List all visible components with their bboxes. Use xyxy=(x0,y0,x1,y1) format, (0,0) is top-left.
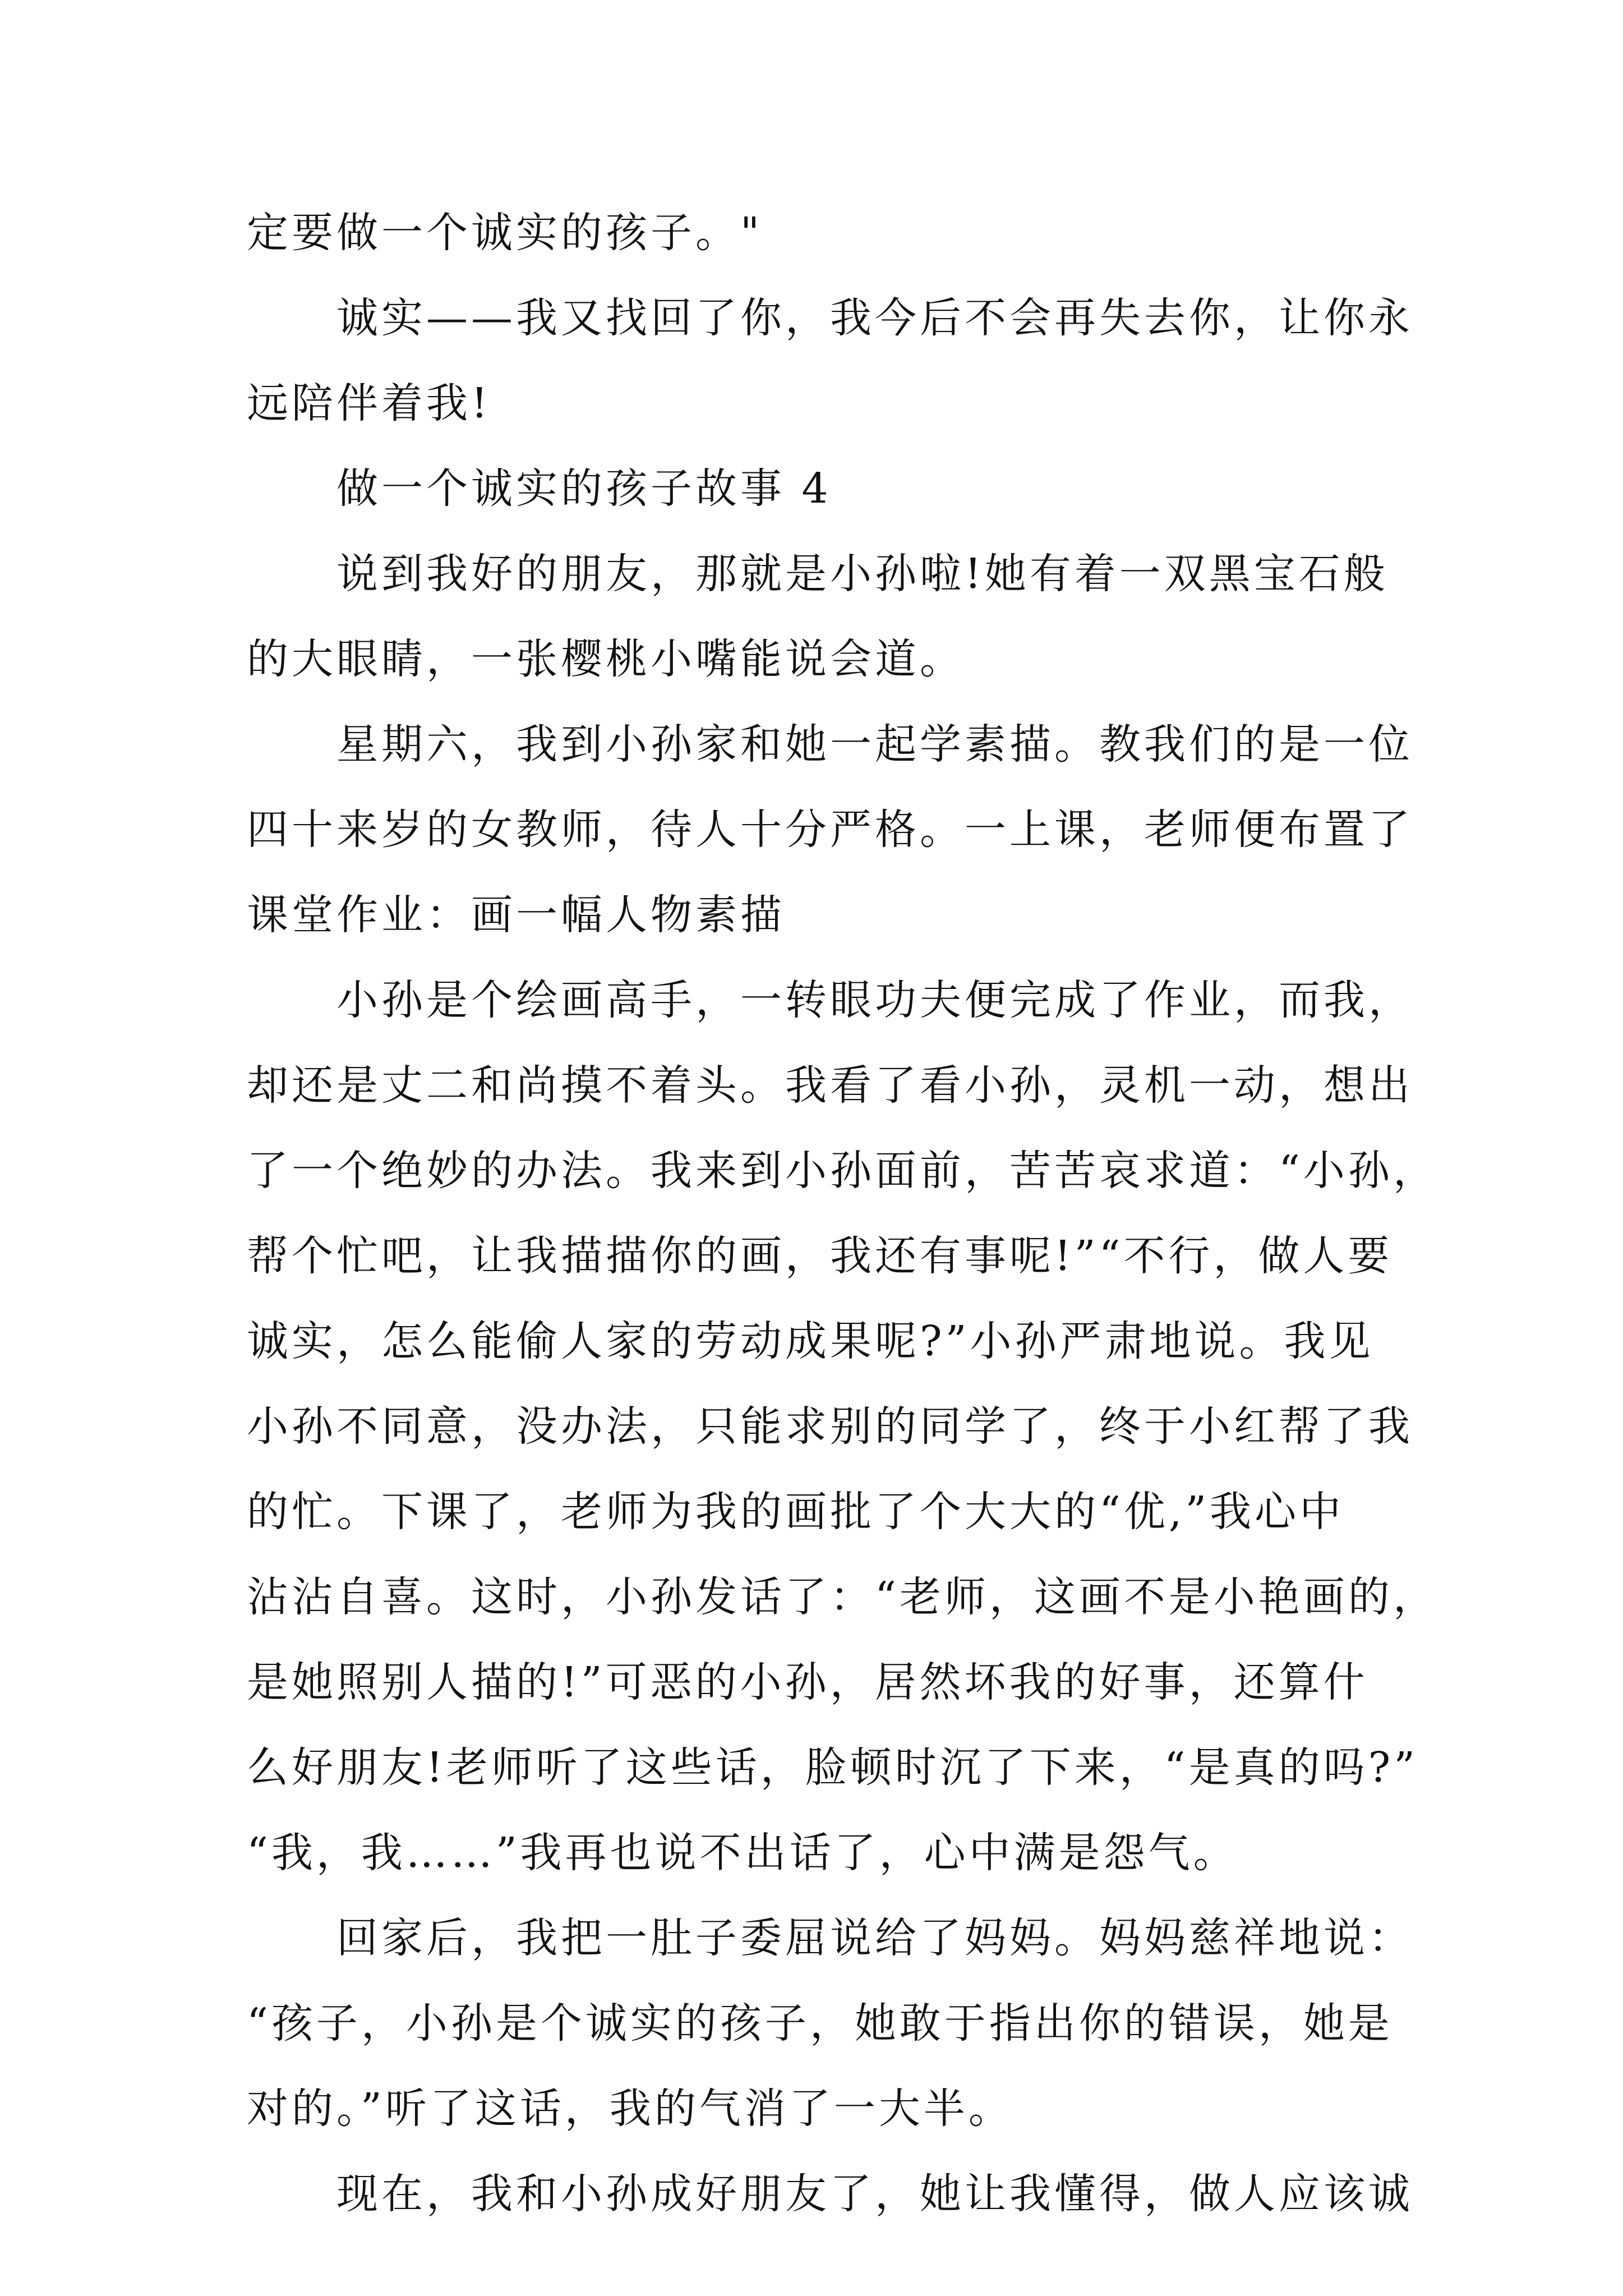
text-line: 回家后，我把一肚子委屈说给了妈妈。妈妈慈祥地说： xyxy=(336,1914,1413,1962)
text-line: 星期六，我到小孙家和她一起学素描。教我们的是一位 xyxy=(336,720,1413,769)
text-line: 诚实，怎么能偷人家的劳动成果呢?”小孙严肃地说。我见 xyxy=(247,1317,1374,1365)
text-line: 现在，我和小孙成好朋友了，她让我懂得，做人应该诚 xyxy=(336,2170,1413,2218)
text-line: 说到我好的朋友，那就是小孙啦!她有着一双黑宝石般 xyxy=(336,550,1389,598)
text-line: 小孙不同意，没办法，只能求别的同学了，终于小红帮了我 xyxy=(247,1402,1413,1451)
section-heading: 做一个诚实的孩子故事 4 xyxy=(336,464,832,513)
text-line: “我，我……”我再也说不出话了，心中满是怨气。 xyxy=(247,1829,1238,1877)
text-line: 是她照别人描的!”可恶的小孙，居然坏我的好事，还算什 xyxy=(247,1658,1368,1706)
text-line: 课堂作业：画一幅人物素描 xyxy=(247,891,785,939)
text-line: 小孙是个绘画高手，一转眼功夫便完成了作业，而我， xyxy=(336,976,1413,1024)
text-line: 四十来岁的女教师，待人十分严格。一上课，老师便布置了 xyxy=(247,806,1413,854)
text-line: 诚实——我又找回了你，我今后不会再失去你，让你永 xyxy=(336,294,1413,342)
text-line: “孩子，小孙是个诚实的孩子，她敢于指出你的错误，她是 xyxy=(247,1999,1393,2047)
text-line: 对的。”听了这话，我的气消了一大半。 xyxy=(247,2085,1013,2133)
text-line: 帮个忙吧，让我描描你的画，我还有事呢!”“不行，做人要 xyxy=(247,1232,1393,1280)
text-line: 定要做一个诚实的孩子。" xyxy=(247,209,763,257)
text-line: 的忙。下课了，老师为我的画批了个大大的“优,”我心中 xyxy=(247,1488,1345,1536)
text-line: 了一个绝妙的办法。我来到小孙面前，苦苦哀求道：“小孙， xyxy=(247,1147,1438,1195)
text-line: 的大眼睛，一张樱桃小嘴能说会道。 xyxy=(247,635,965,683)
text-line: 远陪伴着我! xyxy=(247,379,491,427)
text-line: 沾沾自喜。这时，小孙发话了：“老师，这画不是小艳画的， xyxy=(247,1573,1438,1621)
text-line: 却还是丈二和尚摸不着头。我看了看小孙，灵机一动，想出 xyxy=(247,1061,1413,1110)
text-line: 么好朋友!老师听了这些话，脸顿时沉了下来，“是真的吗?” xyxy=(247,1743,1419,1792)
